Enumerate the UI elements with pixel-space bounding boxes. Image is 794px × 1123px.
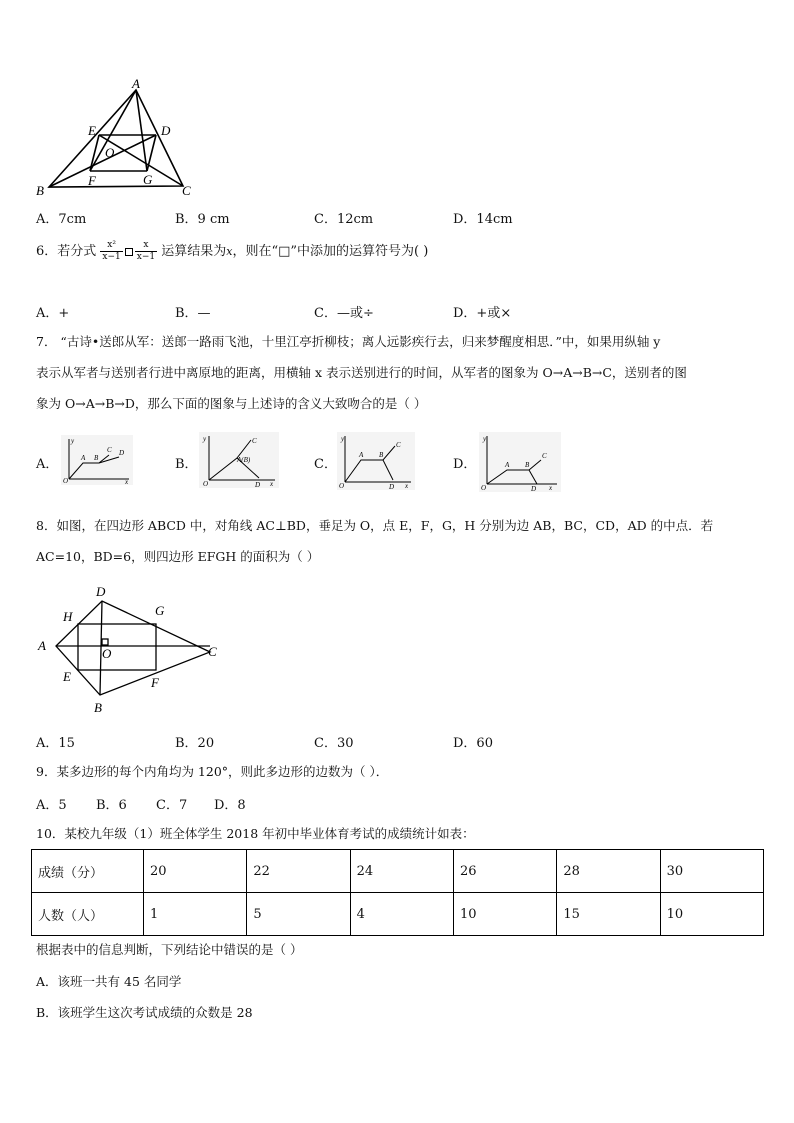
q6-fraction-1 bbox=[100, 240, 122, 263]
q7c-o: O bbox=[339, 482, 345, 490]
q9-option-a[interactable]: A．5 bbox=[36, 798, 67, 813]
q8-option-d[interactable]: D．60 bbox=[453, 736, 493, 751]
q8-label-A: A bbox=[38, 638, 46, 653]
q8-label-F: F bbox=[151, 675, 159, 690]
label-G: G bbox=[143, 172, 153, 187]
q7-stem-line1: 7． “古诗•送郎从军：送郎一路雨飞池，十里江亭折柳枝；离人远影疾行去，归来梦醒度相思．”中，如果用纵轴 y bbox=[36, 334, 661, 349]
q5-option-a[interactable]: A．7cm bbox=[36, 212, 87, 227]
q8-option-a[interactable]: A．15 bbox=[36, 736, 75, 751]
q7c-c: C bbox=[396, 441, 401, 449]
q6-option-b[interactable]: B．— bbox=[175, 306, 211, 321]
table-row bbox=[32, 893, 764, 936]
table-cell: 30 bbox=[660, 850, 763, 893]
q7-graph-a bbox=[61, 435, 133, 485]
table-row bbox=[32, 850, 764, 893]
q7-graph-c bbox=[337, 432, 415, 490]
q7a-d: D bbox=[119, 449, 125, 457]
q7d-d: D bbox=[531, 485, 537, 492]
q7c-d: D bbox=[389, 483, 395, 490]
q6-stem bbox=[36, 240, 428, 263]
q7b-d: D bbox=[255, 481, 261, 488]
q9-option-d[interactable]: D．8 bbox=[214, 798, 246, 813]
q8-label-B: B bbox=[94, 700, 102, 715]
q8-label-E: E bbox=[63, 669, 71, 684]
table-cell: 人数（人） bbox=[32, 893, 144, 936]
table-cell: 10 bbox=[660, 893, 763, 936]
score-table bbox=[31, 849, 764, 936]
q10-question: 根据表中的信息判断，下列结论中错误的是（ ） bbox=[36, 942, 303, 957]
q7b-ab: A(B) bbox=[237, 456, 251, 464]
q7a-c: C bbox=[107, 446, 112, 454]
label-C: C bbox=[182, 183, 191, 198]
q5-option-d[interactable]: D．14cm bbox=[453, 212, 513, 227]
q7a-y: y bbox=[71, 437, 75, 445]
q7d-a: A bbox=[505, 461, 510, 469]
q9-stem: 9．某多边形的每个内角均为 120°，则此多边形的边数为（ ）． bbox=[36, 764, 389, 779]
q7-stem-line2: 表示从军者与送别者行进中离原地的距离，用横轴 x 表示送别进行的时间，从军者的图象为 O→A→B→C，送别者的图 bbox=[36, 365, 687, 380]
q7c-a: A bbox=[359, 451, 364, 459]
q5-option-b[interactable]: B．9 cm bbox=[175, 212, 230, 227]
q7-option-d[interactable]: D． bbox=[453, 457, 477, 472]
q6-option-c[interactable]: C．—或÷ bbox=[314, 306, 374, 321]
q10-option-a[interactable]: A．该班一共有 45 名同学 bbox=[36, 974, 182, 989]
q8-label-C: C bbox=[208, 644, 217, 659]
q7d-y: y bbox=[483, 435, 487, 443]
q7b-x: x bbox=[270, 480, 274, 488]
q6-result-var: x bbox=[226, 245, 233, 258]
q9-option-b[interactable]: B．6 bbox=[96, 798, 127, 813]
q8-stem-line1: 8．如图，在四边形 ABCD 中，对角线 AC⊥BD，垂足为 O，点 E，F，G，H 分别为边 AB，BC，CD，AD 的中点．若 bbox=[36, 518, 714, 533]
label-A: A bbox=[132, 78, 140, 91]
q7b-o: O bbox=[203, 480, 209, 488]
q6-frac2-den: x−1 bbox=[136, 252, 156, 262]
table-cell: 1 bbox=[144, 893, 247, 936]
table-cell: 成绩（分） bbox=[32, 850, 144, 893]
q7-stem-line3: 象为 O→A→B→D，那么下面的图象与上述诗的含义大致吻合的是（ ） bbox=[36, 396, 427, 411]
q8-option-b[interactable]: B．20 bbox=[175, 736, 215, 751]
q10-option-b[interactable]: B．该班学生这次考试成绩的众数是 28 bbox=[36, 1005, 253, 1020]
blank-box-icon bbox=[125, 248, 133, 256]
q8-stem-line2: AC=10，BD=6，则四边形 EFGH 的面积为（ ） bbox=[36, 549, 320, 564]
q7a-o: O bbox=[63, 477, 69, 485]
q6-frac1-den: x−1 bbox=[102, 252, 121, 262]
q7a-b: B bbox=[94, 454, 99, 462]
table-cell: 26 bbox=[453, 850, 556, 893]
table-cell: 15 bbox=[557, 893, 660, 936]
q6-option-d[interactable]: D．+或× bbox=[453, 306, 512, 321]
q6-stem-prefix: 6．若分式 bbox=[36, 244, 97, 259]
q7a-x: x bbox=[125, 478, 129, 485]
q8-label-D: D bbox=[96, 584, 106, 599]
table-cell: 20 bbox=[144, 850, 247, 893]
q6-frac2-num: x bbox=[135, 240, 157, 252]
q7d-c: C bbox=[542, 452, 547, 460]
q8-label-O: O bbox=[102, 646, 112, 661]
q7c-x: x bbox=[405, 482, 409, 490]
q7c-b: B bbox=[379, 451, 384, 459]
q7-graph-b bbox=[199, 432, 279, 488]
q10-stem: 10．某校九年级（1）班全体学生 2018 年初中毕业体育考试的成绩统计如表： bbox=[36, 826, 475, 841]
q6-fraction-2 bbox=[135, 240, 157, 263]
label-E: E bbox=[88, 123, 96, 138]
q8-label-G: G bbox=[155, 603, 165, 618]
triangle-figure-q5 bbox=[30, 78, 200, 198]
q7d-b: B bbox=[525, 461, 530, 469]
q7b-y: y bbox=[203, 435, 207, 443]
table-cell: 24 bbox=[350, 850, 453, 893]
label-B: B bbox=[36, 183, 44, 198]
q7b-c: C bbox=[252, 437, 257, 445]
q6-stem-suffix: ，则在“□”中添加的运算符号为( ) bbox=[232, 244, 429, 259]
q7-option-a[interactable]: A． bbox=[36, 457, 59, 472]
table-cell: 22 bbox=[247, 850, 350, 893]
q6-frac1-num: x² bbox=[100, 240, 122, 252]
table-cell: 5 bbox=[247, 893, 350, 936]
q7d-x: x bbox=[549, 484, 553, 492]
q7d-o: O bbox=[481, 484, 487, 492]
q5-option-c[interactable]: C．12cm bbox=[314, 212, 374, 227]
q8-label-H: H bbox=[63, 609, 73, 624]
q7-option-b[interactable]: B． bbox=[175, 457, 198, 472]
label-F: F bbox=[88, 173, 96, 188]
table-cell: 4 bbox=[350, 893, 453, 936]
table-cell: 10 bbox=[453, 893, 556, 936]
q7-graph-d bbox=[479, 432, 561, 492]
label-O: O bbox=[105, 145, 115, 160]
q7-option-c[interactable]: C． bbox=[314, 457, 337, 472]
quadrilateral-figure-q8 bbox=[30, 580, 230, 720]
q9-option-c[interactable]: C．7 bbox=[156, 798, 188, 813]
q8-option-c[interactable]: C．30 bbox=[314, 736, 354, 751]
q7c-y: y bbox=[341, 435, 345, 443]
q6-option-a[interactable]: A．+ bbox=[36, 306, 70, 321]
q6-stem-mid: 运算结果为 bbox=[161, 244, 227, 259]
label-D: D bbox=[161, 123, 171, 138]
table-cell: 28 bbox=[557, 850, 660, 893]
q7a-a: A bbox=[81, 454, 86, 462]
